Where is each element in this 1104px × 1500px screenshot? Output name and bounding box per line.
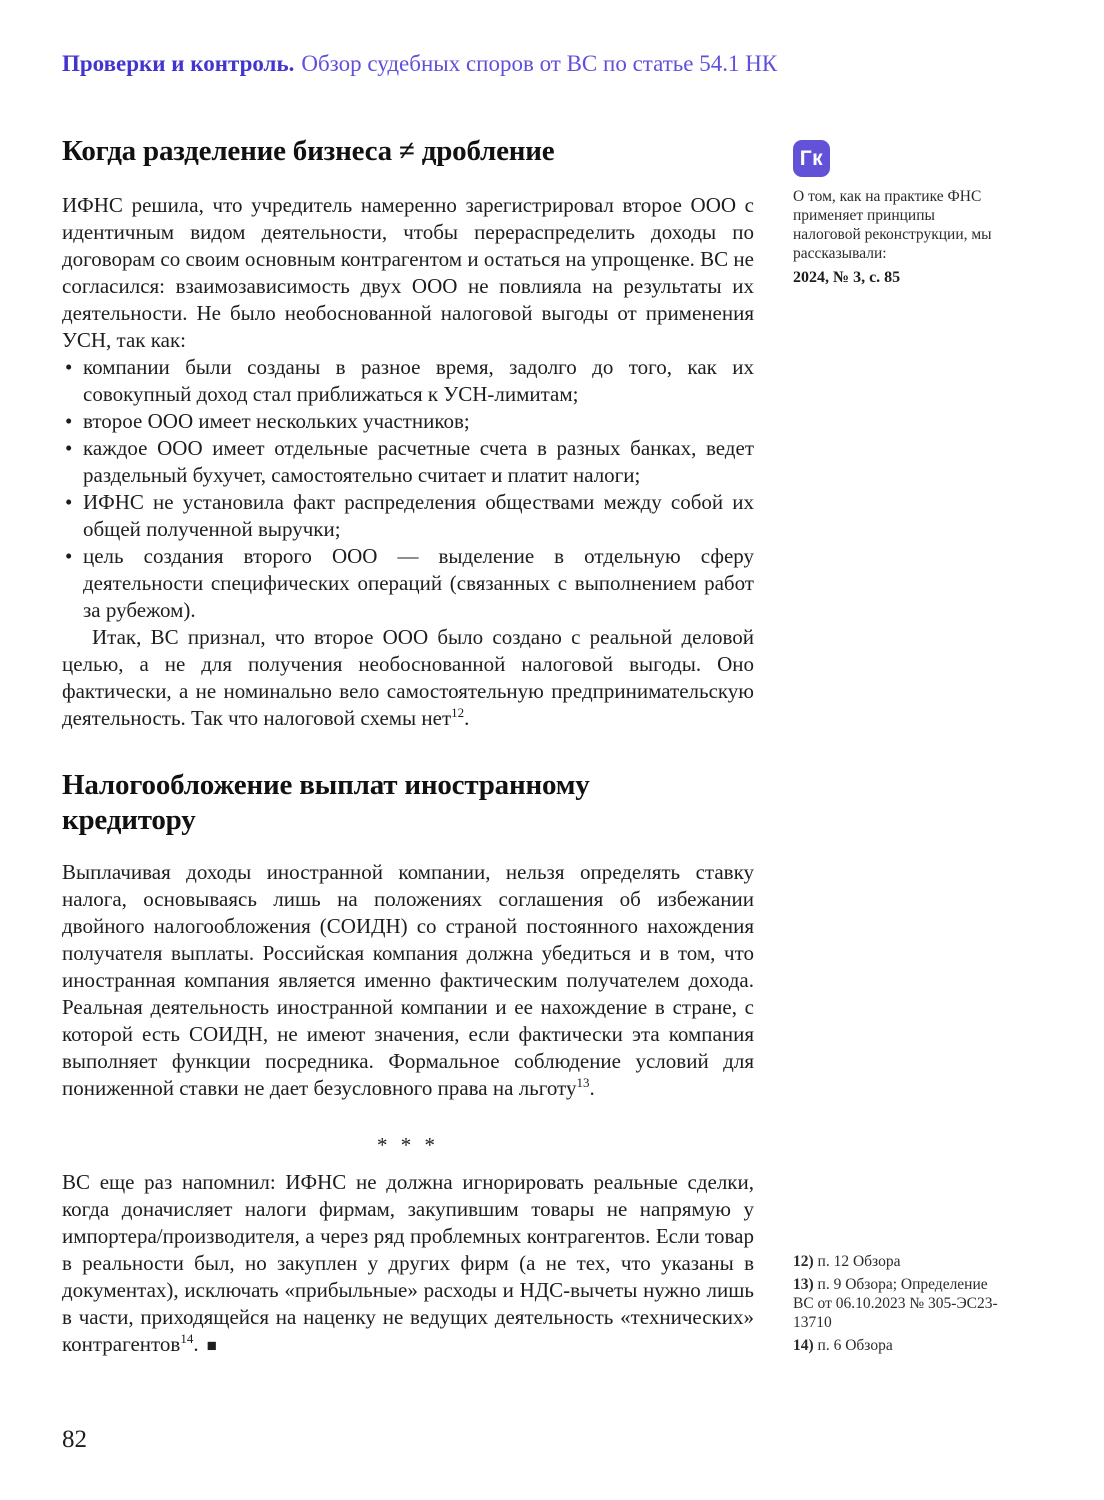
footnote-text: п. 9 Обзора; Определение ВС от 06.10.2023 № 305-ЭС23-13710: [793, 1276, 998, 1331]
list-item: [62, 543, 754, 624]
footnote-marker-13: 13: [576, 1075, 590, 1090]
list-item-text: второе ООО имеет нескольких участников;: [83, 409, 470, 433]
article-body: [62, 134, 754, 1359]
paragraph-3: [62, 859, 754, 1102]
list-item-text: ИФНС не установила факт распределения обществами между собой их общей полученной выручки;: [83, 490, 754, 541]
bullet-icon: •: [65, 436, 73, 460]
list-item: [62, 489, 754, 543]
article-title-runhead: Обзор судебных споров от ВС по статье 54.1 НК: [301, 51, 778, 76]
section-heading-2: Налогообложение выплат иностранному кредитору: [62, 769, 590, 836]
running-head: [62, 50, 802, 78]
bullet-icon: •: [65, 355, 73, 379]
list-item-text: компании были созданы в разное время, задолго до того, как их совокупный доход стал приближаться к УСН-лимитам;: [83, 355, 754, 406]
page-number: 82: [62, 1426, 87, 1453]
bullet-icon: •: [65, 409, 73, 433]
footnote-13: [793, 1275, 999, 1332]
bullet-icon: •: [65, 490, 73, 514]
article-end-icon: ■: [206, 1336, 217, 1355]
footnote-12: [793, 1252, 999, 1271]
list-item-text: каждое ООО имеет отдельные расчетные счета в разных банках, ведет раздельный бухучет, самостоятельно считает и платит налоги;: [83, 436, 754, 487]
section-separator: * * *: [377, 1133, 439, 1157]
footnote-14: [793, 1336, 999, 1355]
list-item: [62, 435, 754, 489]
footnote-text: п. 6 Обзора: [817, 1337, 893, 1354]
footnote-text: п. 12 Обзора: [817, 1253, 901, 1270]
paragraph-2-text: Итак, ВС признал, что второе ООО было создано с реальной деловой целью, а не для получения необоснованной налоговой выгоды. Оно фактически, а не номинально вело самостоятельную предпринимательскую деятельность. Так что налоговой схемы нет: [62, 625, 754, 730]
rubric-title: Проверки и контроль.: [62, 51, 295, 76]
footnote-number: 14): [793, 1337, 814, 1354]
list-item-text: цель создания второго ООО — выделение в отдельную сферу деятельности специфических операций (связанных с выполнением работ за рубежом).: [83, 544, 754, 622]
section-heading-1: Когда разделение бизнеса ≠ дробление: [62, 135, 555, 167]
cross-reference-text: О том, как на практике ФНС применяет принципы налоговой реконструкции, мы рассказывали:: [793, 188, 992, 262]
paragraph-4-text: ВС еще раз напомнил: ИФНС не должна игнорировать реальные сделки, когда доначисляет налоги фирмам, закупившим товары не напрямую у импортера/производителя, а через ряд проблемных контрагентов. Если товар в реальности был, но закуплен у других фирм (а не тех, что указаны в документах), исключать «прибыльные» расходы и НДС-вычеты нужно лишь в части, приходящейся на наценку не ведущих деятельность «технических» контрагентов: [62, 1170, 754, 1356]
paragraph-4-period: .: [193, 1332, 199, 1356]
paragraph-3-text: Выплачивая доходы иностранной компании, нельзя определять ставку налога, основываясь лишь на положениях соглашения об избежании двойного налогообложения (СОИДН) со страной постоянного нахождения получателя выплаты. Российская компания должна убедиться и в том, что иностранная компания является именно фактическим получателем дохода. Реальная деятельность иностранной компании и ее нахождение в стране, с которой есть СОИДН, не имеют значения, если фактически эта компания выполняет функции посредника. Формальное соблюдение условий для пониженной ставки не дает безусловного права на льготу: [62, 860, 754, 1100]
paragraph-2-period: .: [464, 706, 470, 730]
bullet-icon: •: [65, 544, 73, 568]
list-item: [62, 408, 754, 435]
paragraph-4: [62, 1169, 754, 1359]
bullet-list: [62, 354, 754, 624]
list-item: [62, 354, 754, 408]
paragraph-3-period: .: [589, 1076, 595, 1100]
footnote-number: 13): [793, 1276, 814, 1293]
cross-reference-issue: 2024, № 3, с. 85: [793, 269, 901, 286]
footnotes-block: [793, 1252, 999, 1359]
glavkniga-logo-icon: Гк: [793, 140, 830, 177]
paragraph-2: [62, 624, 754, 732]
footnote-marker-12: 12: [451, 705, 465, 720]
paragraph-1: ИФНС решила, что учредитель намеренно зарегистрировал второе ООО с идентичным видом деятельности, чтобы перераспределить доходы по договорам со своим основным контрагентом и остаться на упрощенке. ВС не согласился: взаимозависимость двух ООО не повлияла на результаты их деятельности. Не было необоснованной налоговой выгоды от применения УСН, так как:: [62, 193, 754, 352]
footnote-marker-14: 14: [180, 1331, 194, 1346]
footnote-number: 12): [793, 1253, 814, 1270]
sidebar-cross-reference: [793, 140, 995, 288]
